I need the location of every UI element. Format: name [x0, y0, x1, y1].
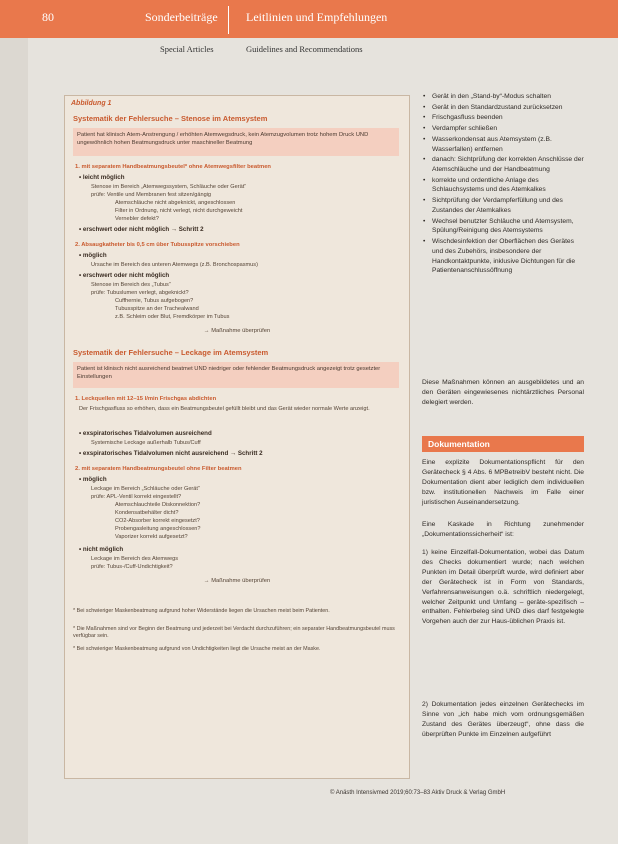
- fig-line: Kondensatbehälter dicht?: [115, 510, 179, 516]
- header-divider: [228, 6, 229, 34]
- fig-line: Tubusspitze an der Trachealwand: [115, 306, 199, 312]
- delegation-paragraph: Diese Maßnahmen können an ausgebildetes und an den Geräten eingewiesenes nichtärztliches Personal delegiert werden.: [422, 379, 584, 406]
- list-item: • Frischgasfluss beenden: [432, 113, 584, 123]
- fig-line: prüfe: Tubus-/Cuff-Undichtigkeit?: [91, 564, 173, 570]
- stenosis-step-2-fail: • erschwert oder nicht möglich: [79, 272, 170, 279]
- section-title-de: Sonderbeiträge: [145, 10, 218, 24]
- leak-step-1-ok: • exspiratorisches Tidalvolumen ausreichend: [79, 430, 212, 437]
- list-item: • Verdampfer schließen: [432, 124, 584, 134]
- list-item: • Sichtprüfung der Verdampferfüllung und des Zustandes der Atemkalkes: [432, 196, 584, 215]
- section-heading-documentation: Dokumentation: [422, 436, 584, 452]
- list-item: • Wasserkondensat aus Atemsystem (z.B. Wasserfallen) entfernen: [432, 135, 584, 154]
- fig-line: Systemische Leckage außerhalb Tubus/Cuff: [91, 440, 201, 446]
- page-number: 80: [42, 10, 54, 24]
- fig-line: Leckage im Bereich „Schläuche oder Gerät“: [91, 486, 200, 492]
- figure-flowchart: [64, 95, 410, 779]
- fig-line: Stenose im Bereich „Atemwegssystem, Schläuche oder Gerät“: [91, 184, 247, 190]
- stenosis-step-2: 2. Absaugkatheter bis 0,5 cm über Tubusspitze vorschieben: [75, 242, 240, 248]
- article-category-en: Guidelines and Recommendations: [246, 44, 363, 54]
- list-item: • danach: Sichtprüfung der korrekten Anschlüsse der Atemschläuche und der Handbeatmung: [432, 155, 584, 174]
- fig-line: Cuffhernie, Tubus aufgebogen?: [115, 298, 194, 304]
- fig-line: Ursache im Bereich des unteren Atemwegs (z.B. Bronchospasmus): [91, 262, 258, 268]
- fig-line: prüfe: Ventile und Membranen fest sitzen/gängig: [91, 192, 212, 198]
- leak-step-1-fail: • exspiratorisches Tidalvolumen nicht ausreichend → Schritt 2: [79, 450, 263, 457]
- figure-footnote-3: * Bei schwieriger Maskenbeatmung aufgrund von Undichtigkeiten liegt die Ursache meist an der Maske.: [73, 646, 321, 652]
- fig-line: Vernebler defekt?: [115, 216, 159, 222]
- fig-line: Atemschlauchteile Diskonnektion?: [115, 502, 201, 508]
- fig-line: prüfe: APL-Ventil korrekt eingestellt?: [91, 494, 182, 500]
- figure-footnote-1: * Bei schwieriger Maskenbeatmung aufgrund hoher Widerstände liegen die Ursachen meist beim Patienten.: [73, 608, 330, 614]
- figure-footnote-2: * Die Maßnahmen sind vor Beginn der Beatmung und jederzeit bei Verdacht durchzuführen; ein separater Handbeatmungsbeutel muss verfügbar sein.: [73, 626, 395, 640]
- leak-condition-box: Patient ist klinisch nicht ausreichend beatmet UND niedriger oder fehlender Beatmungsdruck angezeigt trotz gesetzter Einstellungen: [73, 362, 399, 388]
- stenosis-next-step: → Maßnahme überprüfen: [203, 328, 271, 334]
- figure-heading-stenosis: Systematik der Fehlersuche – Stenose im Atemsystem: [73, 114, 268, 123]
- fig-line: Leckage im Bereich des Atemwegs: [91, 556, 179, 562]
- doc-paragraph-2: Eine Kaskade in Richtung zunehmender „Dokumentationssicherheit“ ist:: [422, 521, 584, 538]
- fig-line: Stenose im Bereich des „Tubus“: [91, 282, 171, 288]
- fig-line: Atemschläuche nicht abgeknickt, angeschlossen: [115, 200, 236, 206]
- page-footer: © Anästh Intensivmed 2019;60:73–83 Aktiv Druck & Verlag GmbH: [330, 790, 506, 796]
- leak-step-1-text: Der Frischgasfluss so erhöhen, dass ein Beatmungsbeutel gefüllt bleibt und das Gerät wieder normale Werte anzeigt.: [79, 406, 370, 412]
- page-margin: [0, 38, 28, 844]
- fig-line: prüfe: Tubuslumen verlegt, abgeknickt?: [91, 290, 189, 296]
- stenosis-condition-box: Patient hat klinisch Atem-Anstrengung / erhöhten Atemwegsdruck, kein Atemzugvolumen trotz hohem Druck UND ungewöhnlich hohen Beatmungsdruck unter maschineller Beatmung: [73, 128, 399, 156]
- fig-line: Probengasleitung angeschlossen?: [115, 526, 201, 532]
- stenosis-step-1-ok: • leicht möglich: [79, 174, 125, 181]
- leak-step-2-ok: • möglich: [79, 476, 107, 483]
- doc-paragraph-1: Eine explizite Dokumentationspflicht für den Gerätecheck § 4 Abs. 6 MPBetreibV besteht nicht. Die Dokumentation dient aber lediglich dem individuellen bzw. institutionellen Nachweis im Falle einer juristischen Auseinandersetzung.: [422, 459, 584, 506]
- fig-line: Filter in Ordnung, nicht verlegt, nicht durchgeweicht: [115, 208, 243, 214]
- fig-line: Vaporizer korrekt aufgesetzt?: [115, 534, 188, 540]
- fig-line: CO2-Absorber korrekt eingesetzt?: [115, 518, 200, 524]
- leak-step-2: 2. mit separatem Handbeatmungsbeutel ohne Filter beatmen: [75, 466, 242, 472]
- leak-step-2-fail: • nicht möglich: [79, 546, 124, 553]
- list-item: • Gerät in den Standardzustand zurücksetzen: [432, 103, 584, 113]
- figure-label: Abbildung 1: [71, 100, 112, 107]
- leak-next-step: → Maßnahme überprüfen: [203, 578, 271, 584]
- list-item: • Wechsel benutzter Schläuche und Atemsystem, Spülung/Reinigung des Atemsystems: [432, 217, 584, 236]
- checklist: [432, 92, 584, 277]
- stenosis-step-1-fail: • erschwert oder nicht möglich → Schritt 2: [79, 226, 204, 233]
- fig-line: z.B. Schleim oder Blut, Fremdkörper im Tubus: [115, 314, 230, 320]
- list-item: • Gerät in den „Stand-by“-Modus schalten: [432, 92, 584, 102]
- doc-paragraph-4: 2) Dokumentation jedes einzelnen Gerätechecks im Sinne von „ich habe mich vom ordnungsgemäßen Zustand des Gerätes überzeugt“, ohne dass die überprüften Punkte im Einzelnen aufgeführt: [422, 701, 584, 738]
- page-header: [0, 0, 618, 38]
- doc-paragraph-3: 1) keine Einzelfall-Dokumentation, wobei das Datum des Checks dokumentiert wurde; nach welchen Punkten im Detail überprüft wurde, wird definiert aber der Gerätecheck ist in Form von Standards, Verfahrensanweisungen o.ä. schriftlich niedergelegt, welcher Zeitpunkt und Umfang – geräte-spezifisch – enthalten. Fehlerbeleg sind UND dies darf festgelegte Vorgehen auch der zur Haus-üblichen Praxis ist.: [422, 549, 584, 626]
- section-title-en: Special Articles: [160, 44, 214, 54]
- stenosis-step-1: 1. mit separatem Handbeatmungsbeutel* ohne Atemwegsfilter beatmen: [75, 164, 271, 170]
- list-item: • Wischdesinfektion der Oberflächen des Gerätes und des Zubehörs, insbesondere der Handkontaktpunkte, inklusive Dichtungen für die Patientenanschlussöffnung: [432, 237, 584, 276]
- stenosis-step-2-ok: • möglich: [79, 252, 107, 259]
- article-category-de: Leitlinien und Empfehlungen: [246, 10, 388, 24]
- leak-step-1: 1. Leckquellen mit 12–15 l/min Frischgas abdichten: [75, 396, 217, 402]
- list-item: • korrekte und ordentliche Anlage des Schlauchsystems und des Atemkalkes: [432, 176, 584, 195]
- figure-heading-leak: Systematik der Fehlersuche – Leckage im Atemsystem: [73, 348, 269, 357]
